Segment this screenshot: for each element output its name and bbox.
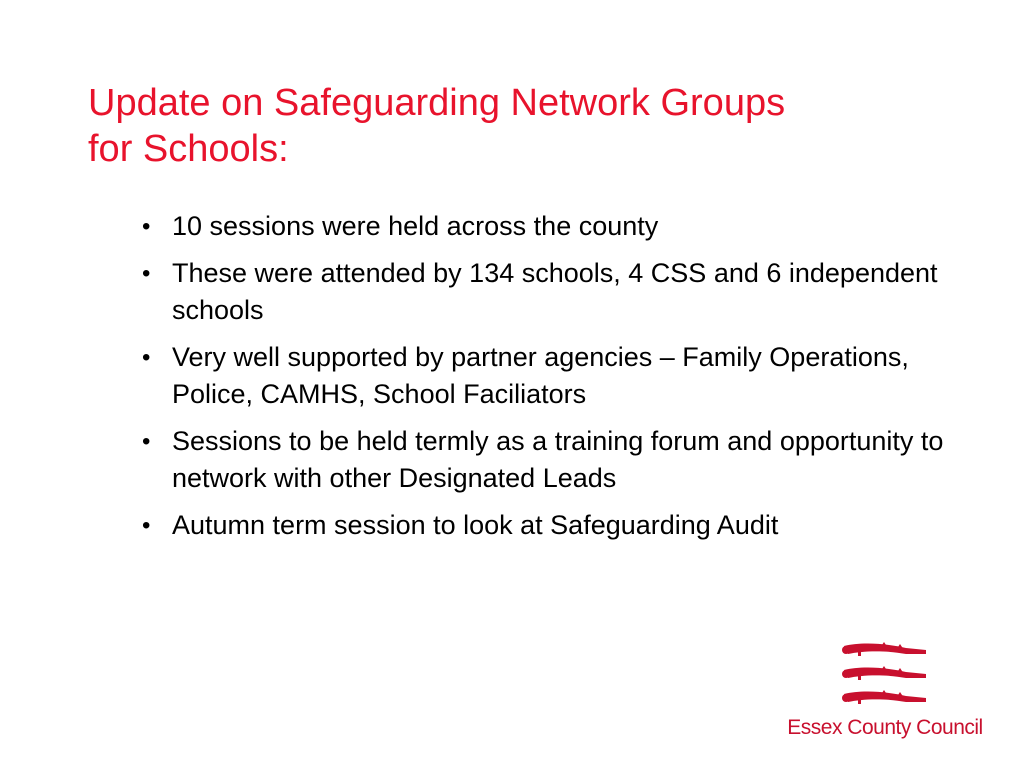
bullet-item — [140, 423, 960, 497]
essex-seaxes-icon — [840, 640, 930, 714]
bullet-marker: • — [142, 260, 151, 287]
slide-title-line-1: Update on Safeguarding Network Groups — [88, 82, 786, 124]
bullet-text: These were attended by 134 schools, 4 CSS and 6 independent schools — [172, 258, 938, 325]
bullet-marker: • — [142, 344, 151, 371]
slide-title-line-2: for Schools: — [88, 128, 289, 170]
slide-title — [88, 80, 968, 172]
bullet-item — [140, 255, 960, 329]
essex-county-council-logo — [780, 640, 990, 750]
bullet-item — [140, 339, 960, 413]
bullet-item — [140, 507, 960, 544]
bullet-marker: • — [142, 512, 151, 539]
bullet-marker: • — [142, 428, 151, 455]
bullet-text: Sessions to be held termly as a training forum and opportunity to network with other Designated Leads — [172, 426, 944, 493]
bullet-text: Very well supported by partner agencies – Family Operations, Police, CAMHS, School Faciliators — [172, 342, 909, 409]
bullet-list — [140, 208, 960, 554]
logo-text: Essex County Council — [787, 716, 983, 739]
bullet-text: 10 sessions were held across the county — [172, 211, 659, 241]
bullet-item — [140, 208, 960, 245]
bullet-marker: • — [142, 213, 151, 240]
bullet-text: Autumn term session to look at Safeguarding Audit — [172, 510, 779, 540]
